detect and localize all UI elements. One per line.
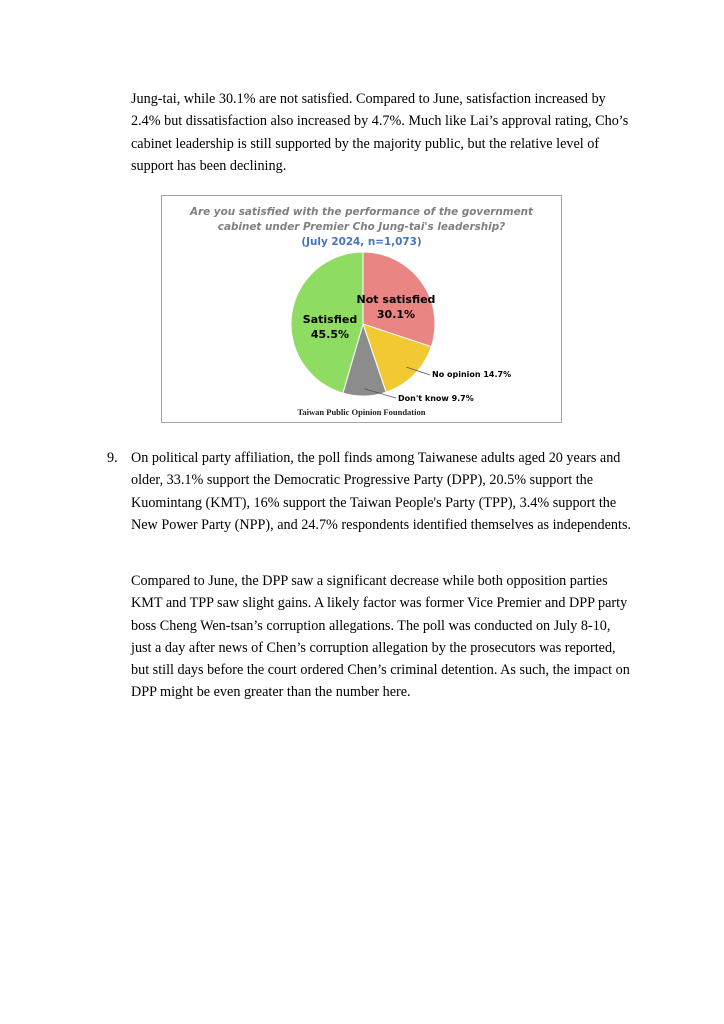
chart-subtitle: (July 2024, n=1,073) [301,236,422,248]
pie-value-not-satisfied: 30.1% [376,308,416,321]
analysis-paragraph: Compared to June, the DPP saw a significant decrease while both opposition parties KMT and TPP saw slight gains. A likely factor was former Vice Premier and DPP party boss Cheng Wen-tsan’s corruption allegations. The poll was conducted on July 8-10, just a day after news of Chen’s corruption allegation by the prosecutors was reported, but still days before the court ordered Chen’s criminal detention. As such, the impact on DPP might be even greater than the number here. [131,573,630,701]
chart-title-line-1: Are you satisfied with the performance of the government [189,206,534,218]
intro-paragraph: Jung-tai, while 30.1% are not satisfied. Compared to June, satisfaction increased by 2.4% but dissatisfaction also increased by 4.7%. Much like Lai’s approval rating, Cho’s cabinet leadership is still supported by the majority public, but the relative level of support has been declining. [131,91,629,174]
pie-label-satisfied: Satisfied [302,313,358,326]
pie-label-not-satisfied: Not satisfied [356,293,436,306]
party-affiliation-paragraph: On political party affiliation, the poll finds among Taiwanese adults aged 20 years and older, 33.1% support the Democratic Progressive Party (DPP), 20.5% support the Kuomintang (KMT), 16% support the Taiwan People's Party (TPP), 3.4% support the New Power Party (NPP), and 24.7% respondents identified themselves as independents. [131,450,632,533]
pie-value-satisfied: 45.5% [310,328,350,341]
pie-label-no-opinion: No opinion 14.7% [432,370,512,379]
pie-label-dont-know: Don't know 9.7% [398,394,474,403]
list-item-number: 9. [107,450,118,466]
chart-source: Taiwan Public Opinion Foundation [297,407,426,417]
pie-chart [162,196,561,422]
chart-title-line-2: cabinet under Premier Cho Jung-tai's leadership? [217,221,506,233]
pie-chart-figure [161,195,562,423]
